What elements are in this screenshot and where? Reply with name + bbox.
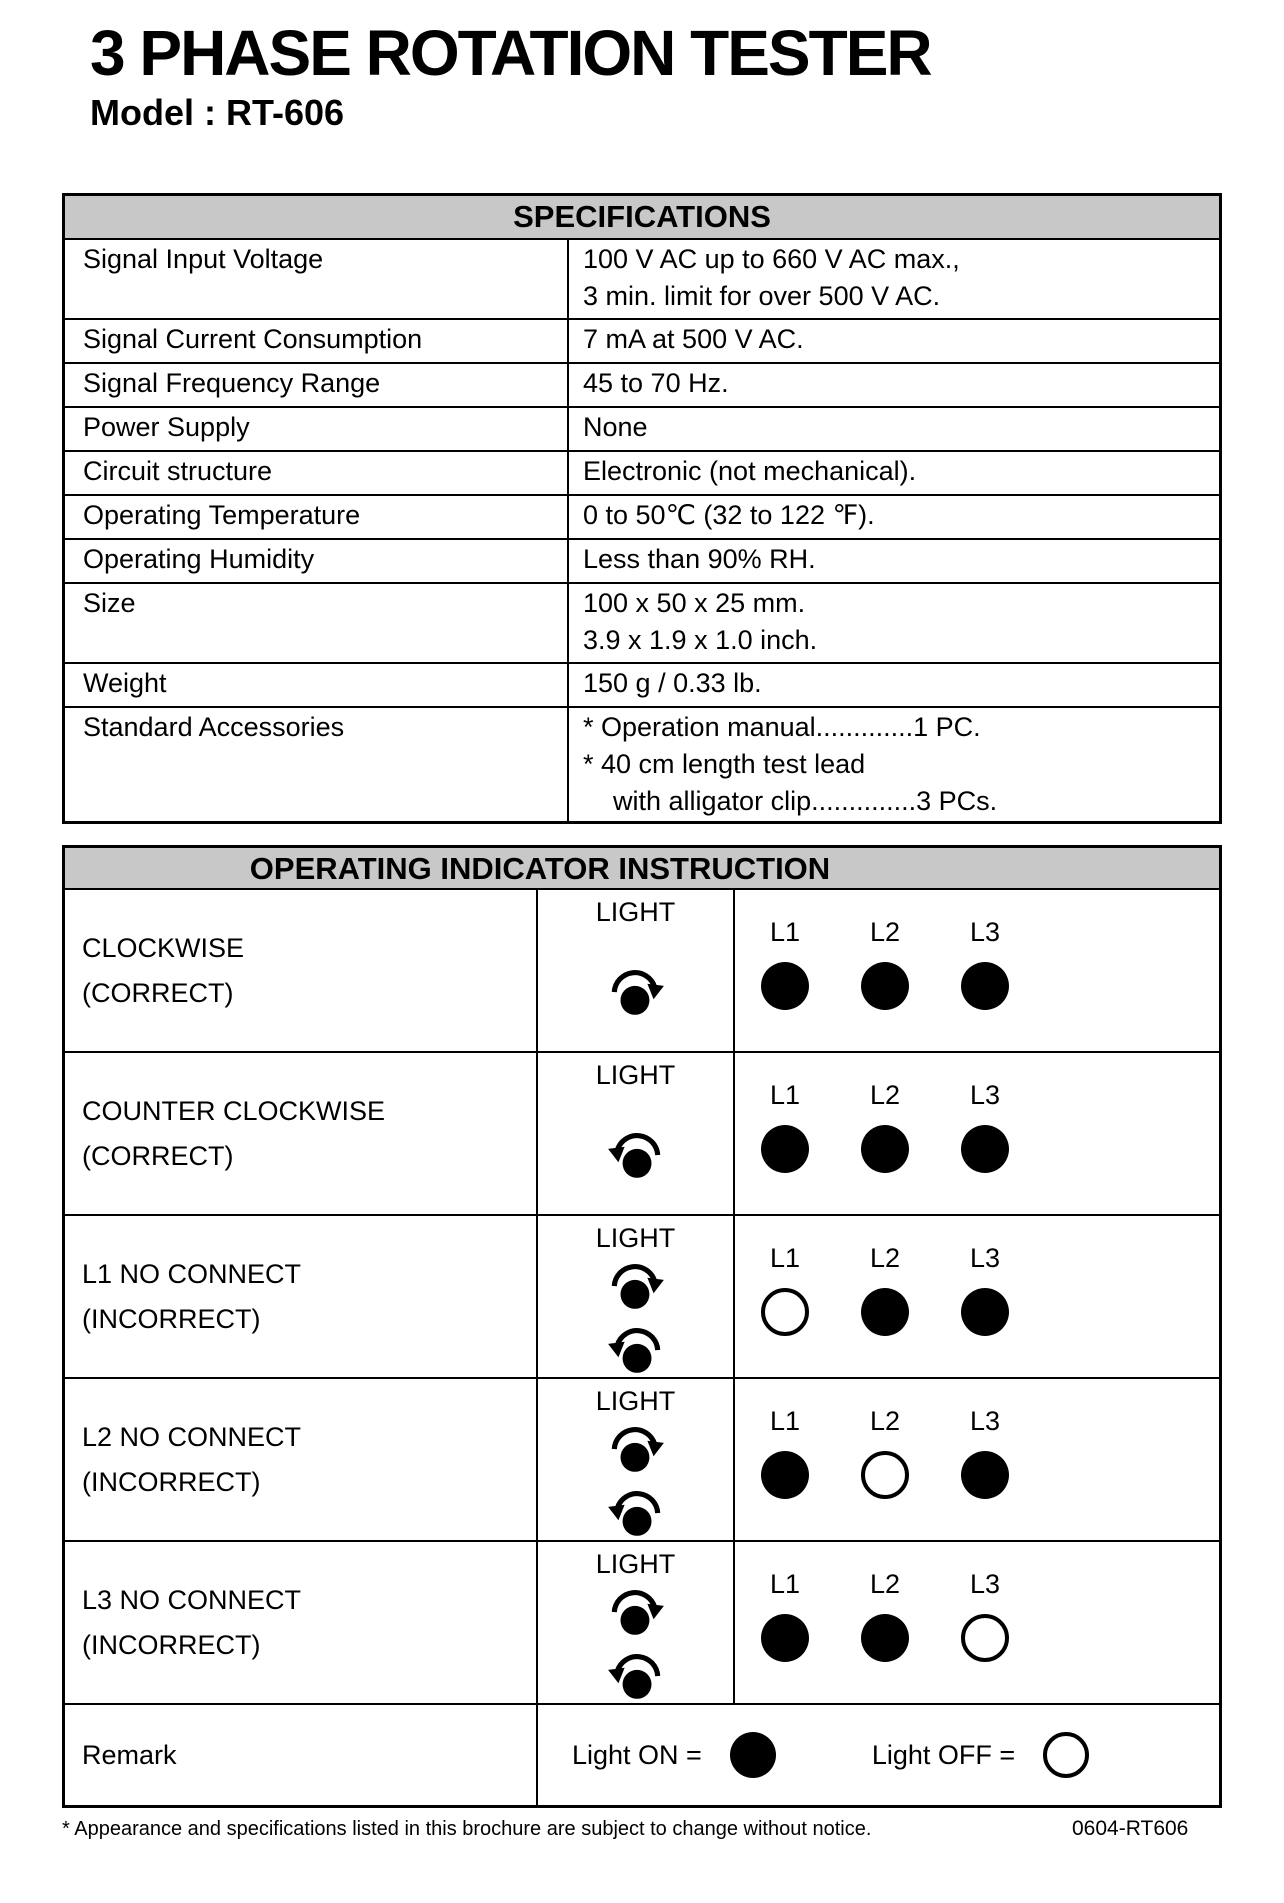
- table-row: [65, 496, 1219, 540]
- phase-label: L2: [869, 1406, 901, 1436]
- light-cell: LIGHT: [538, 1053, 735, 1214]
- clockwise-rotation-icon: [605, 1256, 667, 1312]
- footer-document-code: 0604-RT606: [1072, 1817, 1189, 1840]
- rotation-case-label: L3 NO CONNECT (INCORRECT): [65, 1542, 538, 1703]
- spec-label: Weight: [65, 664, 569, 706]
- page-title: 3 PHASE ROTATION TESTER: [90, 17, 931, 89]
- table-row: [65, 408, 1219, 452]
- light-off-dot: [861, 1451, 909, 1499]
- specifications-table: [62, 193, 1222, 824]
- phase-lamps-cell: [735, 890, 1219, 1051]
- table-row: [65, 240, 1219, 320]
- spec-value: 100 V AC up to 660 V AC max., 3 min. limit for over 500 V AC.: [583, 244, 960, 311]
- spec-value: 0 to 50℃ (32 to 122 ℉).: [583, 500, 875, 530]
- counter-clockwise-rotation-icon: [605, 1125, 667, 1181]
- spec-value: Electronic (not mechanical).: [583, 456, 917, 486]
- table-row: [65, 1542, 1219, 1705]
- phase-label: L2: [869, 1243, 901, 1273]
- table-row: [65, 320, 1219, 364]
- spec-label: Circuit structure: [65, 452, 569, 494]
- spec-value: None: [583, 412, 648, 442]
- phase-label: L3: [969, 917, 1001, 947]
- phase-lamps-cell: [735, 1053, 1219, 1214]
- light-off-dot: [761, 1288, 809, 1336]
- light-on-dot: [961, 1125, 1009, 1173]
- spec-label: Operating Humidity: [65, 540, 569, 582]
- phase-label: L3: [969, 1406, 1001, 1436]
- counter-clockwise-rotation-icon: [605, 1320, 667, 1376]
- light-off-dot: [1043, 1732, 1089, 1778]
- light-off-dot: [961, 1614, 1009, 1662]
- table-row: [65, 364, 1219, 408]
- operating-indicator-table: [62, 845, 1222, 1808]
- light-cell: LIGHT: [538, 1216, 735, 1377]
- light-on-dot: [961, 1451, 1009, 1499]
- phase-label: L2: [869, 1569, 901, 1599]
- remark-label: Remark: [65, 1705, 538, 1805]
- spec-value: 45 to 70 Hz.: [583, 368, 729, 398]
- clockwise-rotation-icon: [605, 962, 667, 1018]
- light-on-dot: [761, 962, 809, 1010]
- remark-legend: [538, 1705, 1219, 1805]
- light-cell: LIGHT: [538, 1379, 735, 1540]
- specifications-header: SPECIFICATIONS: [65, 196, 1219, 240]
- rotation-case-label: L2 NO CONNECT (INCORRECT): [65, 1379, 538, 1540]
- remark-row: [65, 1705, 1219, 1805]
- light-on-dot: [961, 962, 1009, 1010]
- clockwise-rotation-icon: [605, 1419, 667, 1475]
- phase-lamps-cell: [735, 1542, 1219, 1703]
- table-row: [65, 1053, 1219, 1216]
- table-row: [65, 890, 1219, 1053]
- spec-label: Standard Accessories: [65, 708, 569, 821]
- light-on-dot: [861, 1614, 909, 1662]
- spec-label: Size: [65, 584, 569, 662]
- spec-value: 7 mA at 500 V AC.: [583, 324, 804, 354]
- table-row: [65, 584, 1219, 664]
- phase-label: L1: [769, 1080, 801, 1110]
- spec-value: 100 x 50 x 25 mm. 3.9 x 1.9 x 1.0 inch.: [583, 588, 818, 655]
- spec-label: Signal Input Voltage: [65, 240, 569, 318]
- light-cell: LIGHT: [538, 1542, 735, 1703]
- counter-clockwise-rotation-icon: [605, 1483, 667, 1539]
- table-row: [65, 540, 1219, 584]
- spec-label: Power Supply: [65, 408, 569, 450]
- spec-label: Signal Current Consumption: [65, 320, 569, 362]
- rotation-case-label: CLOCKWISE (CORRECT): [65, 890, 538, 1051]
- rotation-case-label: L1 NO CONNECT (INCORRECT): [65, 1216, 538, 1377]
- light-cell: LIGHT: [538, 890, 735, 1051]
- phase-label: L3: [969, 1569, 1001, 1599]
- spec-label: Signal Frequency Range: [65, 364, 569, 406]
- phase-label: L1: [769, 1243, 801, 1273]
- table-row: [65, 1216, 1219, 1379]
- spec-value: Less than 90% RH.: [583, 544, 816, 574]
- light-on-dot: [761, 1125, 809, 1173]
- light-off-label: Light OFF =: [871, 1739, 1016, 1770]
- table-row: [65, 708, 1219, 821]
- light-on-dot: [730, 1732, 776, 1778]
- rotation-case-label: COUNTER CLOCKWISE (CORRECT): [65, 1053, 538, 1214]
- table-row: [65, 1379, 1219, 1542]
- light-on-label: Light ON =: [572, 1739, 702, 1770]
- phase-label: L3: [969, 1243, 1001, 1273]
- light-on-dot: [861, 1125, 909, 1173]
- phase-label: L2: [869, 917, 901, 947]
- phase-lamps-cell: [735, 1216, 1219, 1377]
- footer-note: * Appearance and specifications listed in this brochure are subject to change without notice.: [62, 1818, 872, 1840]
- operating-indicator-header: OPERATING INDICATOR INSTRUCTION: [65, 848, 1219, 890]
- clockwise-rotation-icon: [605, 1582, 667, 1638]
- phase-label: L1: [769, 1569, 801, 1599]
- counter-clockwise-rotation-icon: [605, 1646, 667, 1702]
- model-number: Model : RT-606: [90, 92, 345, 133]
- phase-label: L1: [769, 917, 801, 947]
- light-on-dot: [861, 1288, 909, 1336]
- spec-value: * Operation manual.............1 PC. * 40 cm length test lead with alligator clip..............3 PCs.: [583, 712, 998, 816]
- light-on-dot: [761, 1614, 809, 1662]
- table-row: [65, 452, 1219, 496]
- light-on-dot: [861, 962, 909, 1010]
- light-on-dot: [761, 1451, 809, 1499]
- spec-label: Operating Temperature: [65, 496, 569, 538]
- spec-value: 150 g / 0.33 lb.: [583, 668, 762, 698]
- phase-label: L2: [869, 1080, 901, 1110]
- phase-lamps-cell: [735, 1379, 1219, 1540]
- light-on-dot: [961, 1288, 1009, 1336]
- table-row: [65, 664, 1219, 708]
- phase-label: L3: [969, 1080, 1001, 1110]
- phase-label: L1: [769, 1406, 801, 1436]
